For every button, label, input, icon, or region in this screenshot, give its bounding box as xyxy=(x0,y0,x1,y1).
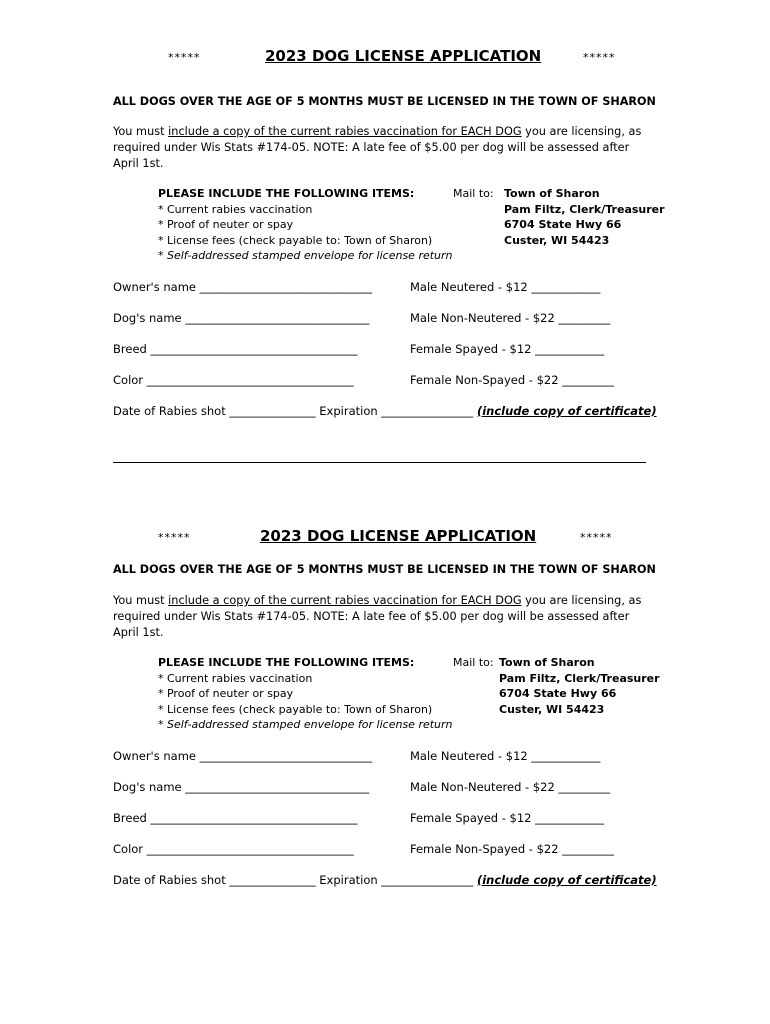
mail-to-label: Mail to: xyxy=(453,187,494,200)
list-item: * License fees (check payable to: Town of Sharon) xyxy=(158,702,433,716)
age-requirement-heading: ALL DOGS OVER THE AGE OF 5 MONTHS MUST BE LICENSED IN THE TOWN OF SHARON xyxy=(113,95,656,108)
stars-right: ***** xyxy=(583,51,616,64)
address-line: 6704 State Hwy 66 xyxy=(504,218,622,231)
owner-name-field[interactable]: Owner's name ______________________________ xyxy=(113,280,373,294)
male-neutered-field[interactable]: Male Neutered - $12 ____________ xyxy=(410,280,601,294)
required-items-list xyxy=(158,655,453,733)
address-line: Custer, WI 54423 xyxy=(499,702,605,716)
color-field[interactable]: Color ____________________________________ xyxy=(113,373,354,387)
address-line: Custer, WI 54423 xyxy=(504,233,610,247)
required-items-list xyxy=(158,186,453,264)
female-non-spayed-field[interactable]: Female Non-Spayed - $22 _________ xyxy=(410,373,614,387)
rabies-copy-note: include a copy of the current rabies vaccination for EACH DOG xyxy=(168,594,522,607)
address-line: Pam Filtz, Clerk/Treasurer xyxy=(499,671,660,685)
stars-left: ***** xyxy=(168,51,201,64)
list-item: * Self-addressed stamped envelope for license return xyxy=(158,249,453,262)
rabies-date-expiration-field[interactable]: Date of Rabies shot _______________ Expiration ________________ (include copy of certificate) xyxy=(113,404,657,418)
instructions-paragraph: You must include a copy of the current rabies vaccination for EACH DOG you are licensing, as required under Wis Stats #174-05. NOTE: A late fee of $5.00 per dog will be assessed after April 1st. xyxy=(113,594,642,639)
stars-right: ***** xyxy=(580,531,613,544)
age-requirement-heading: ALL DOGS OVER THE AGE OF 5 MONTHS MUST BE LICENSED IN THE TOWN OF SHARON xyxy=(113,563,656,576)
male-neutered-field[interactable]: Male Neutered - $12 ____________ xyxy=(410,749,601,763)
rabies-copy-note: include a copy of the current rabies vaccination for EACH DOG xyxy=(168,125,522,138)
mailing-address xyxy=(499,655,660,717)
list-item: * License fees (check payable to: Town of Sharon) xyxy=(158,233,433,247)
list-item: * Current rabies vaccination xyxy=(158,671,313,685)
list-item: * Self-addressed stamped envelope for license return xyxy=(158,718,453,731)
breed-field[interactable]: Breed ____________________________________ xyxy=(113,342,358,356)
list-item: * Proof of neuter or spay xyxy=(158,218,294,231)
items-heading: PLEASE INCLUDE THE FOLLOWING ITEMS: xyxy=(158,656,415,669)
address-line: Pam Filtz, Clerk/Treasurer xyxy=(504,202,665,216)
form-title: 2023 DOG LICENSE APPLICATION xyxy=(265,47,542,65)
stars-left: ***** xyxy=(158,531,191,544)
address-line: 6704 State Hwy 66 xyxy=(499,687,617,700)
cut-line-divider xyxy=(113,462,646,463)
dog-name-field[interactable]: Dog's name ________________________________ xyxy=(113,311,370,325)
list-item: * Current rabies vaccination xyxy=(158,202,313,216)
owner-name-field[interactable]: Owner's name ______________________________ xyxy=(113,749,373,763)
female-non-spayed-field[interactable]: Female Non-Spayed - $22 _________ xyxy=(410,842,614,856)
certificate-note: (include copy of certificate) xyxy=(476,873,657,887)
female-spayed-field[interactable]: Female Spayed - $12 ____________ xyxy=(410,811,605,825)
male-non-neutered-field[interactable]: Male Non-Neutered - $22 _________ xyxy=(410,780,611,794)
mail-to-label: Mail to: xyxy=(453,656,494,669)
dog-name-field[interactable]: Dog's name ________________________________ xyxy=(113,780,370,794)
breed-field[interactable]: Breed ____________________________________ xyxy=(113,811,358,825)
rabies-date-expiration-field[interactable]: Date of Rabies shot _______________ Expiration ________________ (include copy of certificate) xyxy=(113,873,657,887)
male-non-neutered-field[interactable]: Male Non-Neutered - $22 _________ xyxy=(410,311,611,325)
items-heading: PLEASE INCLUDE THE FOLLOWING ITEMS: xyxy=(158,187,415,200)
mailing-address xyxy=(504,186,665,248)
address-line: Town of Sharon xyxy=(504,187,600,200)
female-spayed-field[interactable]: Female Spayed - $12 ____________ xyxy=(410,342,605,356)
address-line: Town of Sharon xyxy=(499,656,595,669)
color-field[interactable]: Color ____________________________________ xyxy=(113,842,354,856)
list-item: * Proof of neuter or spay xyxy=(158,687,294,700)
form-title: 2023 DOG LICENSE APPLICATION xyxy=(260,527,537,545)
certificate-note: (include copy of certificate) xyxy=(476,404,657,418)
instructions-paragraph: You must include a copy of the current rabies vaccination for EACH DOG you are licensing, as required under Wis Stats #174-05. NOTE: A late fee of $5.00 per dog will be assessed after April 1st. xyxy=(113,125,642,170)
